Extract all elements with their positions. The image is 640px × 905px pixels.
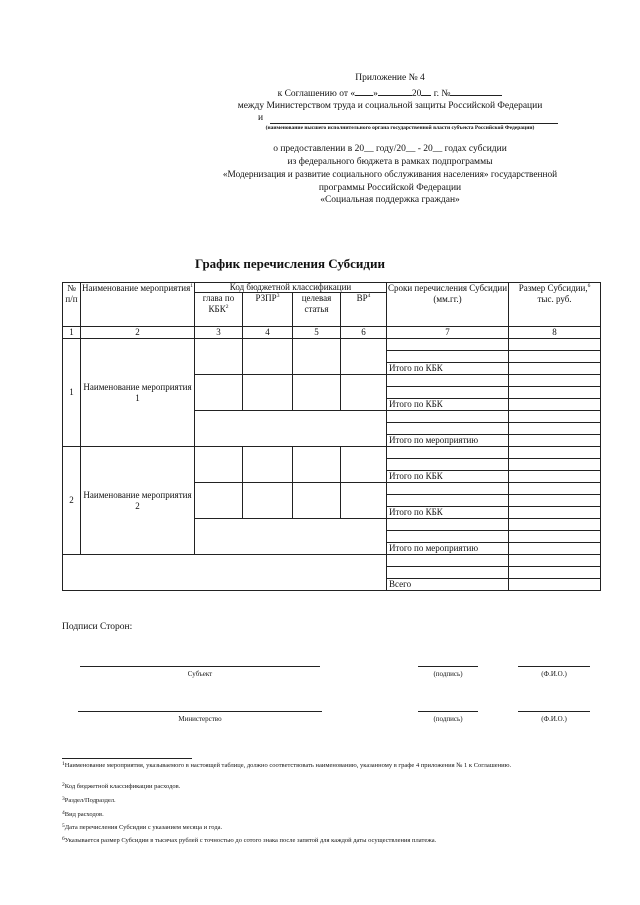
- col-header-kbk: Код бюджетной классификации: [195, 283, 387, 293]
- table-cell[interactable]: [509, 435, 601, 447]
- subject-caption: Субъект: [187, 670, 213, 678]
- table-cell[interactable]: [341, 447, 387, 483]
- footnote-5: $^5$Дата перечисления Субсидии с указанием месяца и года.: [62, 823, 223, 831]
- table-cell[interactable]: [387, 411, 509, 423]
- table-cell[interactable]: [387, 447, 509, 459]
- table-cell[interactable]: [387, 483, 509, 495]
- col-number-cell: 3: [195, 327, 243, 339]
- program-line: программы Российской Федерации: [318, 183, 462, 193]
- table-cell[interactable]: [387, 531, 509, 543]
- ministry-fio-line[interactable]: [518, 711, 590, 712]
- ministry-sign-line[interactable]: [418, 711, 478, 712]
- subprogram-line: «Модернизация и развитие социального обслуживания населения» государственной: [222, 170, 558, 180]
- program-name-line: «Социальная поддержка граждан»: [320, 195, 460, 205]
- footnote-6: $^6$Указывается размер Субсидии в тысячах рублей с точностью до сотого знака после запятой для каждой даты осуществления платежа.: [62, 836, 437, 844]
- total-kbk-label: Итого по КБК: [387, 363, 509, 375]
- table-cell[interactable]: [387, 423, 509, 435]
- table-cell[interactable]: [509, 387, 601, 399]
- col-number-cell: 6: [341, 327, 387, 339]
- col-header-glava: глава по КБК$^2$: [195, 293, 243, 327]
- table-cell[interactable]: [195, 375, 243, 411]
- table-cell[interactable]: [387, 519, 509, 531]
- month-blank: [378, 85, 412, 96]
- total-activity-label: Итого по мероприятию: [387, 435, 509, 447]
- table-cell[interactable]: [509, 495, 601, 507]
- table-cell[interactable]: [195, 483, 243, 519]
- table-cell[interactable]: [509, 351, 601, 363]
- region-authority-caption: (наименование высшего исполнительного органа государственной власти субъекта Российской Федерации): [265, 125, 535, 131]
- ministry-signature-line[interactable]: [78, 711, 322, 712]
- col-number-cell: 8: [509, 327, 601, 339]
- table-cell[interactable]: [243, 375, 293, 411]
- table-cell[interactable]: [387, 351, 509, 363]
- table-cell[interactable]: [243, 483, 293, 519]
- table-cell[interactable]: [195, 519, 387, 555]
- table-cell[interactable]: [509, 507, 601, 519]
- subject-sign-line[interactable]: [418, 666, 478, 667]
- year-prefix: 20: [411, 89, 422, 99]
- table-cell[interactable]: [509, 555, 601, 567]
- col-header-size: Размер Субсидии,$^6$ тыс. руб.: [509, 283, 601, 327]
- table-cell[interactable]: [341, 339, 387, 375]
- subject-fio-line[interactable]: [518, 666, 590, 667]
- number-prefix: г. №: [433, 89, 451, 99]
- total-kbk-label: Итого по КБК: [387, 471, 509, 483]
- document-title: График перечисления Субсидии: [195, 256, 385, 271]
- table-cell[interactable]: [509, 363, 601, 375]
- col-header-name: Наименование мероприятия$^1$: [81, 283, 195, 327]
- table-cell[interactable]: [509, 423, 601, 435]
- table-cell[interactable]: [509, 447, 601, 459]
- ministry-sign-caption: (подпись): [433, 715, 463, 723]
- table-cell[interactable]: [195, 411, 387, 447]
- signatures-label: Подписи Сторон:: [62, 622, 133, 632]
- table-cell[interactable]: [63, 555, 387, 591]
- table-cell[interactable]: [509, 471, 601, 483]
- table-cell[interactable]: [387, 339, 509, 351]
- table-cell[interactable]: [509, 375, 601, 387]
- table-cell[interactable]: [293, 375, 341, 411]
- subject-fio-caption: (Ф.И.О.): [541, 670, 567, 678]
- number-blank: [450, 85, 502, 96]
- table-cell[interactable]: [509, 399, 601, 411]
- footnote-1: $^1$Наименование мероприятия, указываемого в настоящей таблице, должно соответствовать наименованию, указанному в графе 4 приложения № 1 к Соглашению.: [62, 761, 512, 769]
- row-activity-name: Наименование мероприятия 1: [81, 339, 195, 447]
- table-cell[interactable]: [243, 339, 293, 375]
- subject-sign-caption: (подпись): [433, 670, 463, 678]
- col-number-cell: 4: [243, 327, 293, 339]
- total-activity-label: Итого по мероприятию: [387, 543, 509, 555]
- table-cell[interactable]: [387, 375, 509, 387]
- table-cell[interactable]: [387, 555, 509, 567]
- dates-unit: (мм.гг.): [433, 294, 462, 304]
- row-number: 1: [63, 339, 81, 447]
- table-cell[interactable]: [509, 483, 601, 495]
- col-number-cell: 7: [387, 327, 509, 339]
- table-cell[interactable]: [341, 483, 387, 519]
- table-cell[interactable]: [293, 339, 341, 375]
- col-number-cell: 5: [293, 327, 341, 339]
- table-cell[interactable]: [341, 375, 387, 411]
- ministry-caption: Министерство: [178, 715, 222, 723]
- table-cell[interactable]: [387, 495, 509, 507]
- table-cell[interactable]: [509, 531, 601, 543]
- table-cell[interactable]: [293, 447, 341, 483]
- table-cell[interactable]: [509, 567, 601, 579]
- col-header-target: целевая статья: [293, 293, 341, 327]
- and-label: и: [258, 113, 264, 123]
- table-cell[interactable]: [243, 447, 293, 483]
- agreement-date-line: [160, 85, 620, 101]
- footnote-2: $^2$Код бюджетной классификации расходов.: [62, 782, 181, 790]
- col-header-rzpr: РЗПР$^3$: [243, 293, 293, 327]
- quote-close: »: [373, 89, 378, 99]
- grand-total-label: Всего: [387, 579, 509, 591]
- subject-signature-line[interactable]: [80, 666, 320, 667]
- table-cell[interactable]: [509, 411, 601, 423]
- total-kbk-label: Итого по КБК: [387, 399, 509, 411]
- row-activity-name: Наименование мероприятия 2: [81, 447, 195, 555]
- footnote-separator: [62, 758, 192, 759]
- day-blank: [355, 85, 373, 96]
- col-number-cell: 2: [81, 327, 195, 339]
- table-cell[interactable]: [509, 459, 601, 471]
- table-cell[interactable]: [195, 447, 243, 483]
- table-cell[interactable]: [509, 519, 601, 531]
- region-authority-blank: [270, 123, 558, 124]
- appendix-number: Приложение № 4: [355, 73, 425, 83]
- table-cell[interactable]: [509, 579, 601, 591]
- table-cell[interactable]: [509, 543, 601, 555]
- year-blank: [421, 85, 431, 96]
- col-header-vr: $ВР^4$: [341, 293, 387, 327]
- footnote-4: $^4$Вид расходов.: [62, 810, 104, 818]
- federal-budget-line: из федерального бюджета в рамках подпрограммы: [287, 157, 493, 167]
- total-kbk-label: Итого по КБК: [387, 507, 509, 519]
- table-cell[interactable]: [293, 483, 341, 519]
- col-header-number: № п/п: [63, 283, 81, 327]
- table-cell[interactable]: [387, 387, 509, 399]
- ministry-fio-caption: (Ф.И.О.): [541, 715, 567, 723]
- subsidy-years-line: о предоставлении в 20__ году/20__ - 20__ годах субсидии: [273, 144, 507, 154]
- table-cell[interactable]: [387, 459, 509, 471]
- col-number-cell: 1: [63, 327, 81, 339]
- row-number: 2: [63, 447, 81, 555]
- table-cell[interactable]: [509, 339, 601, 351]
- table-cell[interactable]: [387, 567, 509, 579]
- agreement-prefix: к Соглашению от «: [277, 89, 356, 99]
- between-ministry-line: между Министерством труда и социальной защиты Российской Федерации: [237, 101, 543, 111]
- table-cell[interactable]: [195, 339, 243, 375]
- col-header-dates: Сроки перечисления Субсидии (мм.гг.): [387, 283, 509, 327]
- footnote-3: $^3$Раздел/Подраздел.: [62, 796, 116, 804]
- subsidy-schedule-table: [62, 282, 601, 591]
